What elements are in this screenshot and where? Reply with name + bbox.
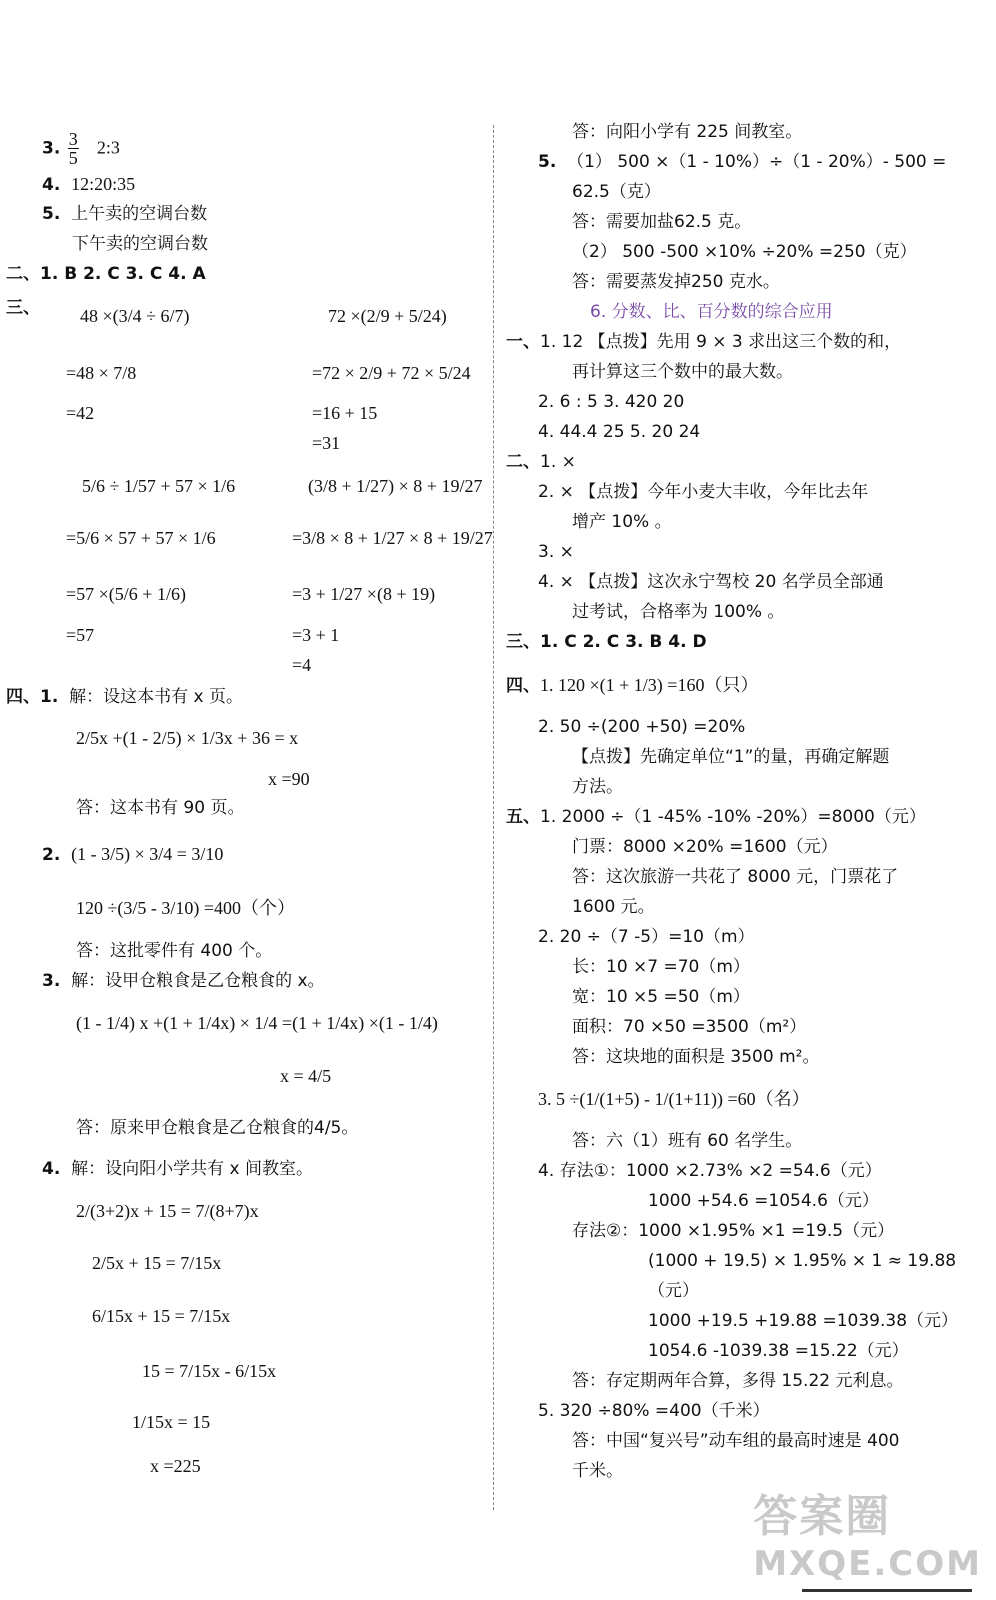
r-s5-p4a: 4. 存法①：1000 ×2.73% ×2 =54.6（元）	[538, 1161, 882, 1181]
r-s2-p2b: 增产 10% 。	[572, 512, 672, 532]
calc-b-line3: =16 + 15	[312, 403, 378, 423]
r-s5-p2b: 长：10 ×7 =70（m）	[572, 957, 750, 977]
calc-d-line4: =3 + 1	[292, 625, 340, 645]
sec4-p4-line1: 2/(3+2)x + 15 = 7/(8+7)x	[76, 1201, 259, 1221]
r-s5-p3b: 答：六（1）班有 60 名学生。	[572, 1131, 803, 1151]
sec4-p2-line2: 120 ÷(3/5 - 3/10) =400（个）	[76, 898, 296, 918]
r-s2-p2a: 2. × 【点拨】今年小麦大丰收，今年比去年	[538, 482, 869, 502]
right-answer-4: 答：向阳小学有 225 间教室。	[572, 122, 803, 142]
r-s5-p2c: 宽：10 ×5 =50（m）	[572, 987, 750, 1007]
fraction: $\frac{3}{5}$	[68, 129, 78, 168]
sec4-p4-line3: 6/15x + 15 = 7/15x	[92, 1306, 231, 1326]
r-s1-p2: 2. 6 : 5 3. 420 20	[538, 392, 685, 412]
r-s1-p1a: 一、1. 12 【点拨】先用 9 × 3 求出这三个数的和，	[506, 332, 902, 352]
calc-b-line4: =31	[312, 433, 341, 453]
r-s3: 三、1. C 2. C 3. B 4. D	[506, 632, 707, 652]
r-s2-p3: 3. ×	[538, 542, 574, 562]
calc-d-line3: =3 + 1/27 ×(8 + 19)	[292, 584, 436, 604]
section-title: 6. 分数、比、百分数的综合应用	[590, 302, 833, 322]
r-s4-p1: 四、1. 120 ×(1 + 1/3) =160（只）	[506, 675, 759, 696]
calc-a-line1: 48 ×(3/4 ÷ 6/7)	[80, 306, 190, 326]
r-s4-p2t1: 【点拨】先确定单位“1”的量，再确定解题	[572, 747, 890, 767]
r-s5-p4c: 存法②：1000 ×1.95% ×1 =19.5（元）	[572, 1221, 895, 1241]
sec4-p3-equation: (1 - 1/4) x +(1 + 1/4x) × 1/4 =(1 + 1/4x) ×(1 - 1/4)	[76, 1013, 438, 1033]
sec4-p1-answer: 答：这本书有 90 页。	[76, 798, 245, 818]
calc-d-line2: =3/8 × 8 + 1/27 × 8 + 19/27	[292, 528, 493, 548]
r-s5-p5b: 答：中国“复兴号”动车组的最高时速是 400	[572, 1431, 900, 1451]
right-q5-answer1: 答：需要加盐62.5 克。	[572, 212, 752, 232]
r-s5-p1c: 答：这次旅游一共花了 8000 元，门票花了	[572, 867, 899, 887]
calc-c-line3: =57 ×(5/6 + 1/6)	[66, 584, 186, 604]
sec4-p1-equation: 2/5x +(1 - 2/5) × 1/3x + 36 = x	[76, 728, 299, 748]
calc-a-line2: =48 × 7/8	[66, 363, 137, 383]
sec4-p4-line6: x =225	[150, 1456, 201, 1476]
item-3: 3. $\frac{3}{5}$ 2:3	[42, 129, 120, 168]
sec4-p3-answer: 答：原来甲仓粮食是乙仓粮食的4/5。	[76, 1118, 359, 1138]
item-5-line1: 5. 上午卖的空调台数	[42, 204, 208, 224]
footer-rule	[802, 1589, 972, 1592]
sec4-p4-line4: 15 = 7/15x - 6/15x	[142, 1361, 277, 1381]
sec4-p3-result: x = 4/5	[280, 1066, 332, 1086]
r-s5-p1d: 1600 元。	[572, 897, 655, 917]
sec4-p4-head: 4. 解：设向阳小学共有 x 间教室。	[42, 1159, 313, 1179]
r-s5-p4h: 答：存定期两年合算，多得 15.22 元利息。	[572, 1371, 904, 1391]
calc-b-line2: =72 × 2/9 + 72 × 5/24	[312, 363, 471, 383]
r-s5-p4b: 1000 +54.6 =1054.6（元）	[648, 1191, 879, 1211]
r-s5-p2e: 答：这块地的面积是 3500 m²。	[572, 1047, 820, 1067]
section-2: 二、1. B 2. C 3. C 4. A	[6, 264, 206, 284]
r-s5-p4d: (1000 + 19.5) × 1.95% × 1 ≈ 19.88	[648, 1251, 957, 1271]
calc-c-line2: =5/6 × 57 + 57 × 1/6	[66, 528, 216, 548]
r-s1-p1b: 再计算这三个数中的最大数。	[572, 362, 793, 382]
r-s5-p3: 3. 5 ÷(1/(1+5) - 1/(1+11)) =60（名）	[538, 1089, 810, 1109]
r-s4-p2: 2. 50 ÷(200 +50) =20%	[538, 717, 746, 737]
sec4-p3-head: 3. 解：设甲仓粮食是乙仓粮食的 x。	[42, 971, 325, 991]
sec4-p1-result: x =90	[268, 769, 310, 789]
right-q5-line3: （2） 500 -500 ×10% ÷20% =250（克）	[572, 242, 917, 262]
calc-d-line5: =4	[292, 655, 312, 675]
right-q5-line2: 62.5（克）	[572, 182, 661, 202]
sec4-p4-line2: 2/5x + 15 = 7/15x	[92, 1253, 222, 1273]
section-3-label: 三、	[6, 298, 40, 318]
r-s2-p1: 二、1. ×	[506, 452, 576, 472]
r-s5-p2d: 面积：70 ×50 =3500（m²）	[572, 1017, 807, 1037]
calc-d-line1: (3/8 + 1/27) × 8 + 19/27	[308, 476, 483, 496]
sec4-p2-line1: 2. (1 - 3/5) × 3/4 = 3/10	[42, 844, 224, 865]
r-s1-p4: 4. 44.4 25 5. 20 24	[538, 422, 701, 442]
r-s5-p5: 5. 320 ÷80% =400（千米）	[538, 1401, 770, 1421]
item-4: 4. 12:20:35	[42, 174, 136, 195]
column-divider	[493, 125, 494, 1510]
r-s2-p4b: 过考试，合格率为 100% 。	[572, 602, 785, 622]
sec4-p4-line5: 1/15x = 15	[132, 1412, 211, 1432]
r-s5-p4g: 1054.6 -1039.38 =15.22（元）	[648, 1341, 909, 1361]
r-s2-p4a: 4. × 【点拨】这次永宁驾校 20 名学员全部通	[538, 572, 884, 592]
calc-c-line1: 5/6 ÷ 1/57 + 57 × 1/6	[82, 476, 236, 496]
r-s4-p2t2: 方法。	[572, 777, 623, 797]
r-s5-p1: 五、1. 2000 ÷（1 -45% -10% -20%）=8000（元）	[506, 807, 926, 827]
r-s5-p4e: （元）	[648, 1281, 699, 1301]
right-q5-line1: 5. （1） 500 ×（1 - 10%）÷（1 - 20%）- 500 =	[538, 152, 947, 172]
calc-c-line4: =57	[66, 625, 95, 645]
calc-a-line3: =42	[66, 403, 95, 423]
right-q5-answer2: 答：需要蒸发掉250 克水。	[572, 272, 780, 292]
r-s5-p1b: 门票：8000 ×20% =1600（元）	[572, 837, 838, 857]
item-5-line2: 下午卖的空调台数	[72, 234, 208, 254]
sec4-p2-answer: 答：这批零件有 400 个。	[76, 941, 273, 961]
r-s5-p5c: 千米。	[572, 1461, 623, 1481]
sec4-p1-head: 四、1. 解：设这本书有 x 页。	[6, 687, 243, 707]
r-s5-p4f: 1000 +19.5 +19.88 =1039.38（元）	[648, 1311, 959, 1331]
watermark: 答案圈 MXQE.COM	[753, 1491, 982, 1584]
r-s5-p2: 2. 20 ÷（7 -5）=10（m）	[538, 927, 755, 947]
calc-b-line1: 72 ×(2/9 + 5/24)	[328, 306, 447, 326]
